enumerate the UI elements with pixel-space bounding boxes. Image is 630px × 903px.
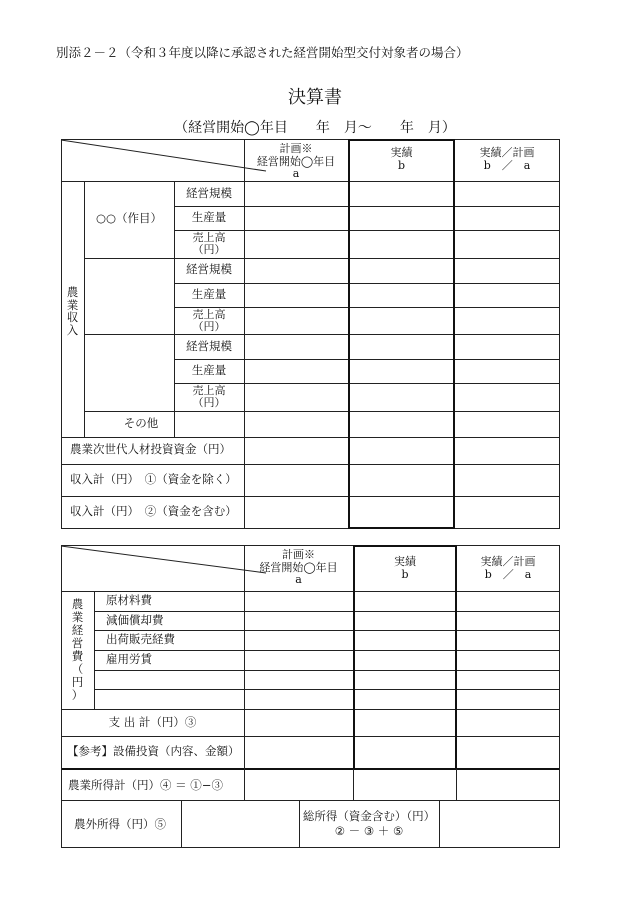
expense-side-label xyxy=(61,598,94,702)
sales-label-line2: （円） xyxy=(192,243,226,256)
actual-header-line1: 実績 xyxy=(390,146,413,159)
expense-side-char: （ xyxy=(71,662,84,676)
expense-side-char: 費 xyxy=(71,649,84,663)
income-side-char: 業 xyxy=(66,297,79,312)
plan-header-line3: a xyxy=(292,167,300,181)
actual-header xyxy=(355,556,455,581)
sales-label-line1: 売上高 xyxy=(192,231,226,244)
crop-label: ○○（作目） xyxy=(95,211,163,225)
ratio-header-line1: 実績／計画 xyxy=(479,146,535,159)
plan-header xyxy=(244,549,353,587)
expense-side-char: 円 xyxy=(71,675,84,689)
subsidy-label: 農業次世代人材投資資金（円） xyxy=(70,442,231,456)
expense-side-char: 経 xyxy=(71,623,84,637)
production-label: 生産量 xyxy=(191,210,227,224)
scale-label: 経営規模 xyxy=(186,262,232,276)
plan-header-line2: 経営開始◯年目 xyxy=(256,154,336,168)
production-label: 生産量 xyxy=(191,287,227,301)
ratio-header-line1: 実績／計画 xyxy=(480,555,536,568)
expense-item-depreciation: 減価償却費 xyxy=(106,613,164,627)
expense-side-char: 農 xyxy=(71,597,84,611)
actual-header-line2: b xyxy=(401,567,409,581)
plan-header-line2: 経営開始◯年目 xyxy=(259,560,338,574)
reference-label: 【参考】設備投資（内容、金額） xyxy=(67,744,240,758)
ratio-header-line2: b ／ a xyxy=(483,158,531,172)
plan-header-line3: a xyxy=(295,573,302,587)
scale-label: 経営規模 xyxy=(186,186,232,200)
ratio-header xyxy=(457,556,559,581)
income-side-char: 入 xyxy=(66,322,79,337)
income-side-char: 農 xyxy=(66,285,79,299)
actual-header-line1: 実績 xyxy=(394,555,416,568)
actual-header-line2: b xyxy=(397,158,406,172)
income-total2-label: 収入計（円） ②（資金を含む） xyxy=(70,504,237,518)
sales-label-line2: （円） xyxy=(192,320,226,333)
expense-side-char: 営 xyxy=(71,636,84,650)
gross-income-label xyxy=(299,809,439,839)
plan-header-line1: 計画※ xyxy=(279,142,313,155)
ratio-header-line2: b ／ a xyxy=(484,567,532,581)
document-title: 決算書 xyxy=(288,87,342,108)
gross-income-line2: ② － ③ ＋ ⑤ xyxy=(334,824,404,838)
plan-header-line1: 計画※ xyxy=(282,548,315,561)
production-label: 生産量 xyxy=(191,363,227,377)
sales-label-line1: 売上高 xyxy=(192,308,226,321)
attachment-note: 別添２－２（令和３年度以降に承認された経営開始型交付対象者の場合） xyxy=(56,45,469,60)
expense-total-label: 支 出 計（円）③ xyxy=(108,715,197,729)
expense-side-char: 業 xyxy=(71,610,84,624)
sales-label-line1: 売上高 xyxy=(192,384,226,397)
nonfarm-income-label: 農外所得（円）⑤ xyxy=(74,817,166,831)
period-line: （経営開始◯年目 年 月～ 年 月） xyxy=(174,120,456,136)
scale-label: 経営規模 xyxy=(186,339,232,353)
expense-side-char: ） xyxy=(71,688,84,702)
gross-income-line1: 総所得（資金含む）（円） xyxy=(302,809,436,823)
expense-item-labor: 雇用労賃 xyxy=(106,652,152,666)
sales-label-line2: （円） xyxy=(192,396,226,409)
expense-item-shipping: 出荷販売経費 xyxy=(106,632,175,646)
other-label: その他 xyxy=(123,416,159,430)
farm-income-label: 農業所得計（円）④ ＝ ①−③ xyxy=(68,778,223,792)
income-total1-label: 収入計（円） ①（資金を除く） xyxy=(70,472,237,486)
income-side-char: 収 xyxy=(66,310,79,324)
expense-item-raw-materials: 原材料費 xyxy=(106,593,152,607)
